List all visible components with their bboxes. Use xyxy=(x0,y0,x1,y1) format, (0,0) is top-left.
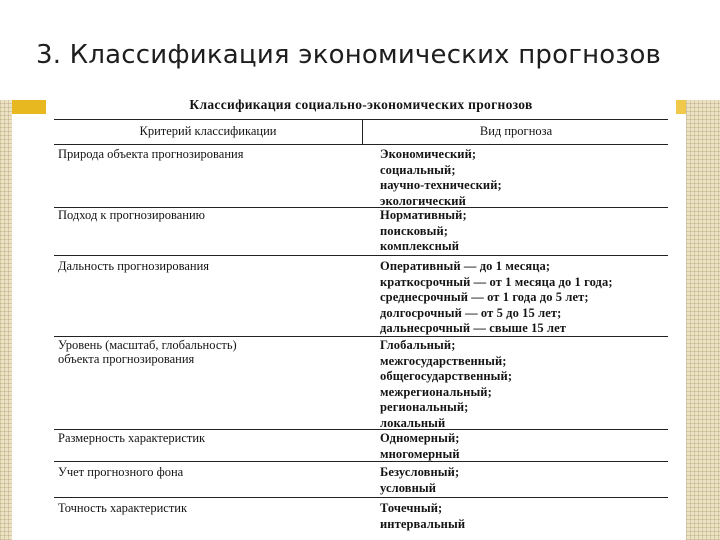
accent-bar-left xyxy=(12,100,46,114)
decorative-border-left xyxy=(0,100,12,540)
header-type: Вид прогноза xyxy=(479,124,553,138)
row-types: Оперативный — до 1 месяца; краткосрочный — от 1 месяца до 1 года; среднесрочный — от 1 года до 5 лет; долгосрочный — от 5 до 15 лет; дальнесрочный — свыше 15 лет xyxy=(380,259,613,335)
row-divider xyxy=(54,461,668,462)
table-rule xyxy=(54,119,668,120)
table-title: Классификация социально-экономических прогнозов xyxy=(189,97,533,112)
slide-title: 3. Классификация экономических прогнозов xyxy=(36,40,662,70)
row-divider xyxy=(54,497,668,498)
row-criterion: Размерность характеристик xyxy=(58,431,206,445)
row-types: Глобальный; межгосударственный; общегосударственный; межрегиональный; региональный; локальный xyxy=(380,338,513,430)
row-criterion: Природа объекта прогнозирования xyxy=(58,147,244,161)
row-criterion: Уровень (масштаб, глобальность) объекта прогнозирования xyxy=(58,338,237,366)
row-types: Экономический; социальный; научно-технический; экологический xyxy=(380,147,502,208)
table-rule xyxy=(54,144,668,145)
row-criterion: Точность характеристик xyxy=(58,501,188,515)
row-divider xyxy=(54,255,668,256)
accent-bar-right xyxy=(676,100,686,114)
row-criterion: Дальность прогнозирования xyxy=(58,259,210,273)
row-divider xyxy=(54,429,668,430)
row-divider xyxy=(54,336,668,337)
decorative-border-right xyxy=(686,100,720,540)
row-types: Нормативный; поисковый; комплексный xyxy=(380,208,467,253)
header-criterion: Критерий классификации xyxy=(139,124,277,138)
row-types: Одномерный; многомерный xyxy=(380,431,460,461)
classification-table-image xyxy=(46,95,676,540)
row-criterion: Подход к прогнозированию xyxy=(58,208,206,222)
row-criterion: Учет прогнозного фона xyxy=(58,465,184,479)
row-types: Точечный; интервальный xyxy=(380,501,466,531)
row-types: Безусловный; условный xyxy=(380,465,460,495)
header-divider xyxy=(362,120,363,144)
